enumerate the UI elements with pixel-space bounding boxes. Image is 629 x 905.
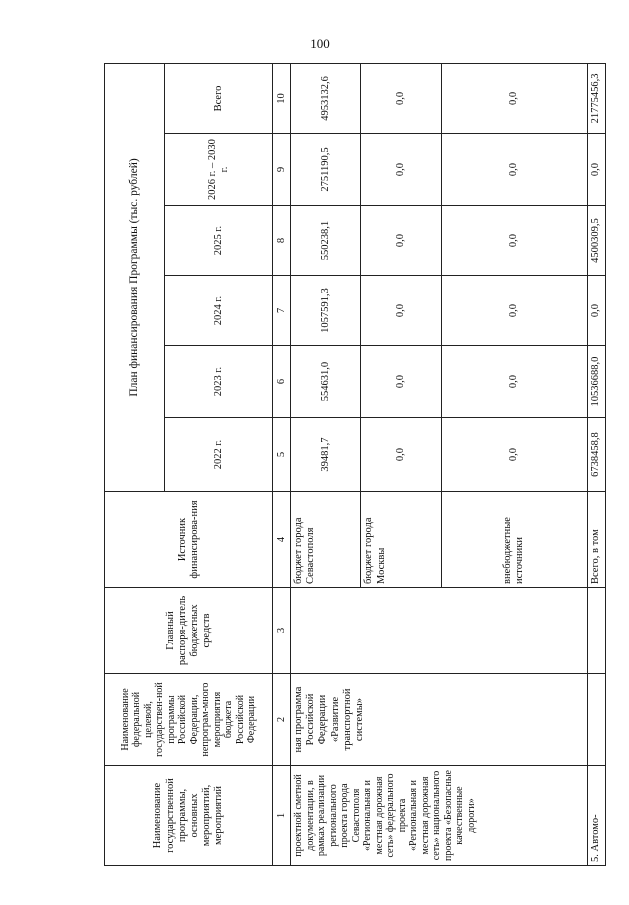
row1-col3 [291,588,588,674]
header-year-2024: 2024 г. [165,276,273,346]
value-cell: 0,0 [361,346,441,418]
value-cell: 10536688,0 [587,346,605,418]
index-cell: 1 [273,766,291,866]
row2-col3 [587,588,605,674]
source-name: бюджет города Москвы [361,492,441,588]
header-col3: Главный распоря-дитель бюджетных средств [105,588,273,674]
header-year-2026-2030: 2026 г. – 2030 г. [165,134,273,206]
value-cell: 0,0 [441,63,587,133]
source-name: внебюджетные источники [441,492,587,588]
value-cell: 2751190,5 [291,134,361,206]
value-cell: 0,0 [361,63,441,133]
row1-col1: проектной сметной документации, в рамках реализации регионального проекта города Севастополя «Региональная и местная дорожная сеть» федерального проекта «Региональная и местная дорожная сеть» национального проекта «Безопасные качественные дороги» [291,766,588,866]
value-cell: 0,0 [587,134,605,206]
value-cell: 6738458,8 [587,418,605,492]
header-total: Всего [165,63,273,133]
rotated-table-wrapper [104,64,606,866]
value-cell: 554631,0 [291,346,361,418]
source-name: Всего, в том [587,492,605,588]
value-cell: 0,0 [361,276,441,346]
value-cell: 21775456,3 [587,63,605,133]
index-cell: 5 [273,418,291,492]
value-cell: 0,0 [361,134,441,206]
index-cell: 10 [273,63,291,133]
index-cell: 9 [273,134,291,206]
header-year-2023: 2023 г. [165,346,273,418]
index-cell: 6 [273,346,291,418]
value-cell: 0,0 [587,276,605,346]
header-year-2025: 2025 г. [165,206,273,276]
row2-col1: 5. Автомо- [587,766,605,866]
index-cell: 8 [273,206,291,276]
index-cell: 3 [273,588,291,674]
value-cell: 4500309,5 [587,206,605,276]
index-cell: 7 [273,276,291,346]
value-cell: 0,0 [441,418,587,492]
value-cell: 0,0 [361,418,441,492]
value-cell: 0,0 [441,346,587,418]
value-cell: 1057591,3 [291,276,361,346]
value-cell: 0,0 [441,134,587,206]
value-cell: 4953132,6 [291,63,361,133]
row1-col2: ная программа Российской Федерации «Развитие транспортной системы» [291,674,588,766]
row2-col2 [587,674,605,766]
value-cell: 0,0 [441,276,587,346]
financing-table [104,63,606,866]
value-cell: 0,0 [441,206,587,276]
index-cell: 2 [273,674,291,766]
header-plan: План финансирования Программы (тыс. рублей) [105,63,165,491]
value-cell: 39481,7 [291,418,361,492]
header-col4: Источник финансирова-ния [105,492,273,588]
header-col1: Наименование государственной программы, основных мероприятий, мероприятий [105,766,273,866]
header-year-2022: 2022 г. [165,418,273,492]
value-cell: 0,0 [361,206,441,276]
source-name: бюджет города Севастополя [291,492,361,588]
value-cell: 550238,1 [291,206,361,276]
page-number: 100 [310,36,330,51]
header-col2: Наименование федеральной целевой, государствен-ной программы Российской Федерации, непрограм-много мероприятия бюджета Российской Федерации [105,674,273,766]
index-cell: 4 [273,492,291,588]
